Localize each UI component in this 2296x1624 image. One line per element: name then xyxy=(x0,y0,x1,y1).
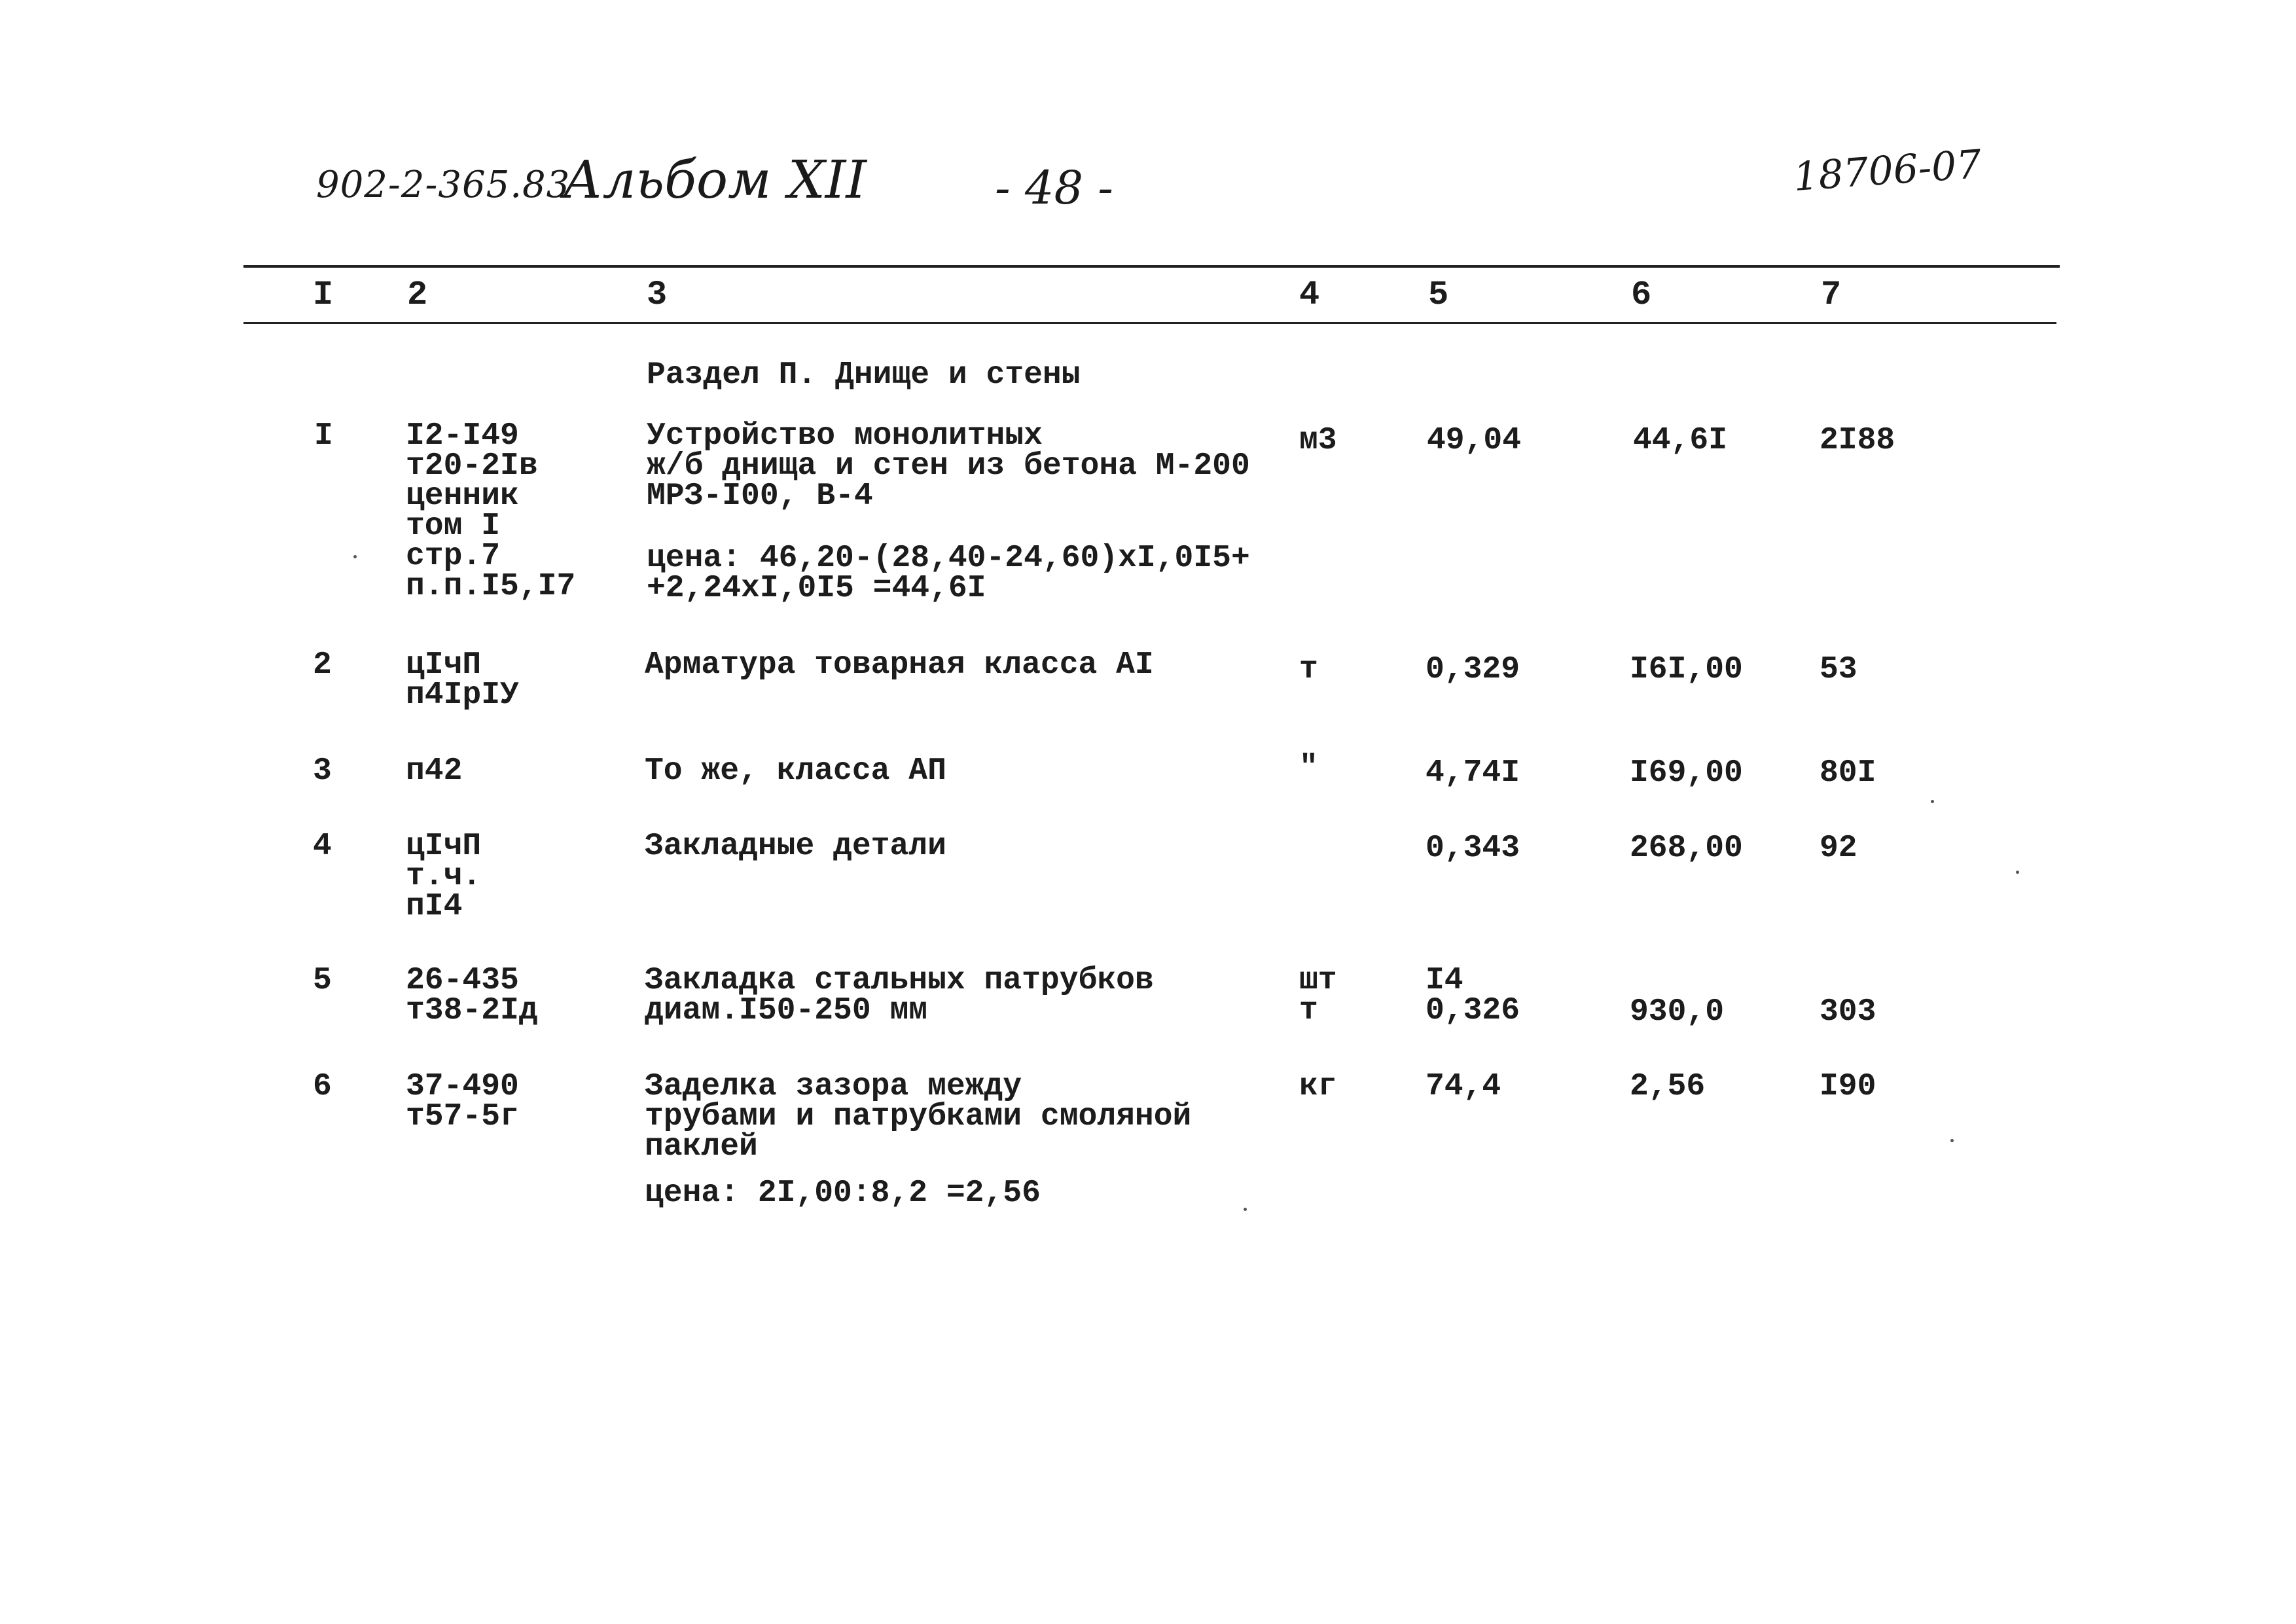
table-header-rule xyxy=(243,322,2056,324)
row-number: 2 xyxy=(313,647,332,683)
row-code: п42 xyxy=(406,753,463,789)
scan-speck xyxy=(353,555,357,558)
table-top-rule xyxy=(243,265,2060,268)
row-cost: 303 xyxy=(1820,994,1876,1030)
row-code: 37-490 т57-5г xyxy=(406,1069,519,1134)
row-description: Закладка стальных патрубков диам.I50-250 мм xyxy=(645,963,1154,1028)
row-number: 3 xyxy=(313,753,332,789)
row-unit: кг xyxy=(1299,1069,1337,1104)
col-header-6: 6 xyxy=(1631,276,1652,314)
col-header-4: 4 xyxy=(1299,276,1320,314)
row-unit-price: 2,56 xyxy=(1630,1069,1706,1104)
scan-speck xyxy=(2016,871,2019,874)
row-unit-price: 44,6I xyxy=(1633,423,1728,458)
row-unit-price: I6I,00 xyxy=(1630,652,1743,687)
doc-code: 902-2-365.83 xyxy=(316,164,571,206)
page-number: - 48 - xyxy=(995,161,1113,215)
row-quantity: 4,74I xyxy=(1426,755,1520,791)
row-quantity: 0,343 xyxy=(1426,831,1520,866)
row-price-note: цена: 46,20-(28,40-24,60)xI,0I5+ +2,24xI,0I5 =44,6I xyxy=(647,541,1250,606)
row-cost: I90 xyxy=(1820,1069,1876,1104)
row-code: I2-I49 т20-2Iв ценник том I стр.7 п.п.I5,I7 xyxy=(406,418,576,604)
row-quantity: 49,04 xyxy=(1427,423,1522,458)
scan-speck xyxy=(1931,800,1934,803)
row-number: 6 xyxy=(313,1069,332,1104)
row-number: I xyxy=(314,418,333,454)
album-title: Альбом XII xyxy=(563,149,867,210)
row-number: 4 xyxy=(313,829,332,864)
row-unit-price: 930,0 xyxy=(1630,994,1725,1030)
row-unit: м3 xyxy=(1299,423,1337,458)
col-header-2: 2 xyxy=(407,276,428,314)
row-unit-price: I69,00 xyxy=(1630,755,1743,791)
row-unit-price: 268,00 xyxy=(1630,831,1743,866)
row-unit: шт т xyxy=(1299,963,1337,1028)
scan-speck xyxy=(1244,1208,1247,1211)
row-quantity: 74,4 xyxy=(1426,1069,1501,1104)
row-price-note: цена: 2I,00:8,2 =2,56 xyxy=(645,1176,1041,1211)
row-cost: 92 xyxy=(1820,831,1857,866)
row-cost: 2I88 xyxy=(1820,423,1895,458)
row-description: Закладные детали xyxy=(645,829,946,864)
row-number: 5 xyxy=(313,963,332,998)
scan-speck xyxy=(1950,1139,1954,1142)
row-cost: 80I xyxy=(1820,755,1876,791)
row-unit: т xyxy=(1299,652,1318,687)
col-header-3: 3 xyxy=(647,276,668,314)
col-header-5: 5 xyxy=(1428,276,1449,314)
registration-number: 18706-07 xyxy=(1791,141,1983,200)
row-description: Устройство монолитных ж/б днища и стен из бетона М-200 МРЗ-I00, В-4 xyxy=(647,418,1250,514)
col-header-7: 7 xyxy=(1821,276,1842,314)
row-description: То же, класса АП xyxy=(645,753,946,789)
row-code: 26-435 т38-2Iд xyxy=(406,963,538,1028)
row-quantity: I4 0,326 xyxy=(1426,963,1520,1028)
row-unit: " xyxy=(1299,750,1318,785)
row-quantity: 0,329 xyxy=(1426,652,1520,687)
row-description: Заделка зазора между трубами и патрубками смоляной паклей xyxy=(645,1069,1192,1164)
row-description: Арматура товарная класса АI xyxy=(645,647,1154,683)
section-title: Раздел П. Днище и стены xyxy=(647,357,1081,393)
row-cost: 53 xyxy=(1820,652,1857,687)
col-header-1: I xyxy=(313,276,334,314)
row-code: цIчП п4IрIУ xyxy=(406,647,519,713)
row-code: цIчП т.ч. пI4 xyxy=(406,829,482,924)
